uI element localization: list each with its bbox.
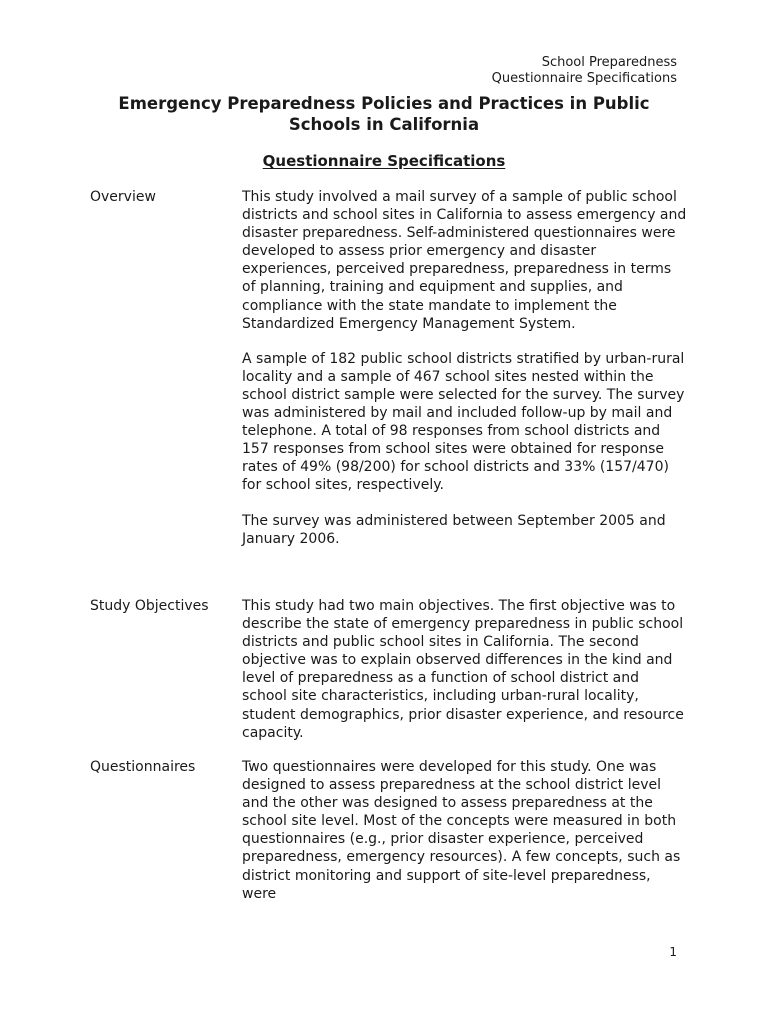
page-number: 1 [669,945,677,959]
document-title: Emergency Preparedness Policies and Practices in Public Schools in California [118,94,650,134]
section-label-overview: Overview [90,189,156,205]
questionnaires-paragraph-1: Two questionnaires were developed for this study. One was designed to assess preparedness at the school district level and the other was designed to assess preparedness at the school site level. Most of the concepts were measured in both questionnaires (e.g., prior disaster experience, perceived preparedness, emergency resources). A few concepts, such as district monitoring and support of site-level preparedness, were [242,759,681,902]
document-subtitle: Questionnaire Specifications [262,152,506,170]
section-label-questionnaires: Questionnaires [90,759,196,775]
running-header-line-2: Questionnaire Specifications [491,71,677,86]
study-objectives-paragraph-1: This study had two main objectives. The first objective was to describe the state of emergency preparedness in public school districts and public school sites in California. The second objective was to explain observed differences in the kind and level of preparedness as a function of school district and school site characteristics, including urban-rural locality, student demographics, prior disaster experience, and resource capacity. [242,598,684,741]
section-label-study-objectives: Study Objectives [90,598,209,614]
overview-paragraph-1: This study involved a mail survey of a sample of public school districts and school sites in California to assess emergency and disaster preparedness. Self-administered questionnaires were developed to assess prior emergency and disaster experiences, perceived preparedness, preparedness in terms of planning, training and equipment and supplies, and compliance with the state mandate to implement the Standardized Emergency Management System. [242,189,687,332]
section-body-overview [242,188,688,565]
section-body-questionnaires [242,758,688,920]
running-header-line-1: School Preparedness [541,55,677,70]
overview-paragraph-2: A sample of 182 public school districts stratified by urban-rural locality and a sample of 467 school sites nested within the school district sample were selected for the survey. The survey was administered by mail and included follow-up by mail and telephone. A total of 98 responses from school districts and 157 responses from school sites were obtained for response rates of 49% (98/200) for school districts and 33% (157/470) for school sites, respectively. [242,350,685,494]
overview-paragraph-3: The survey was administered between September 2005 and January 2006. [242,512,666,547]
running-header [492,55,677,87]
section-body-study-objectives [242,597,688,759]
